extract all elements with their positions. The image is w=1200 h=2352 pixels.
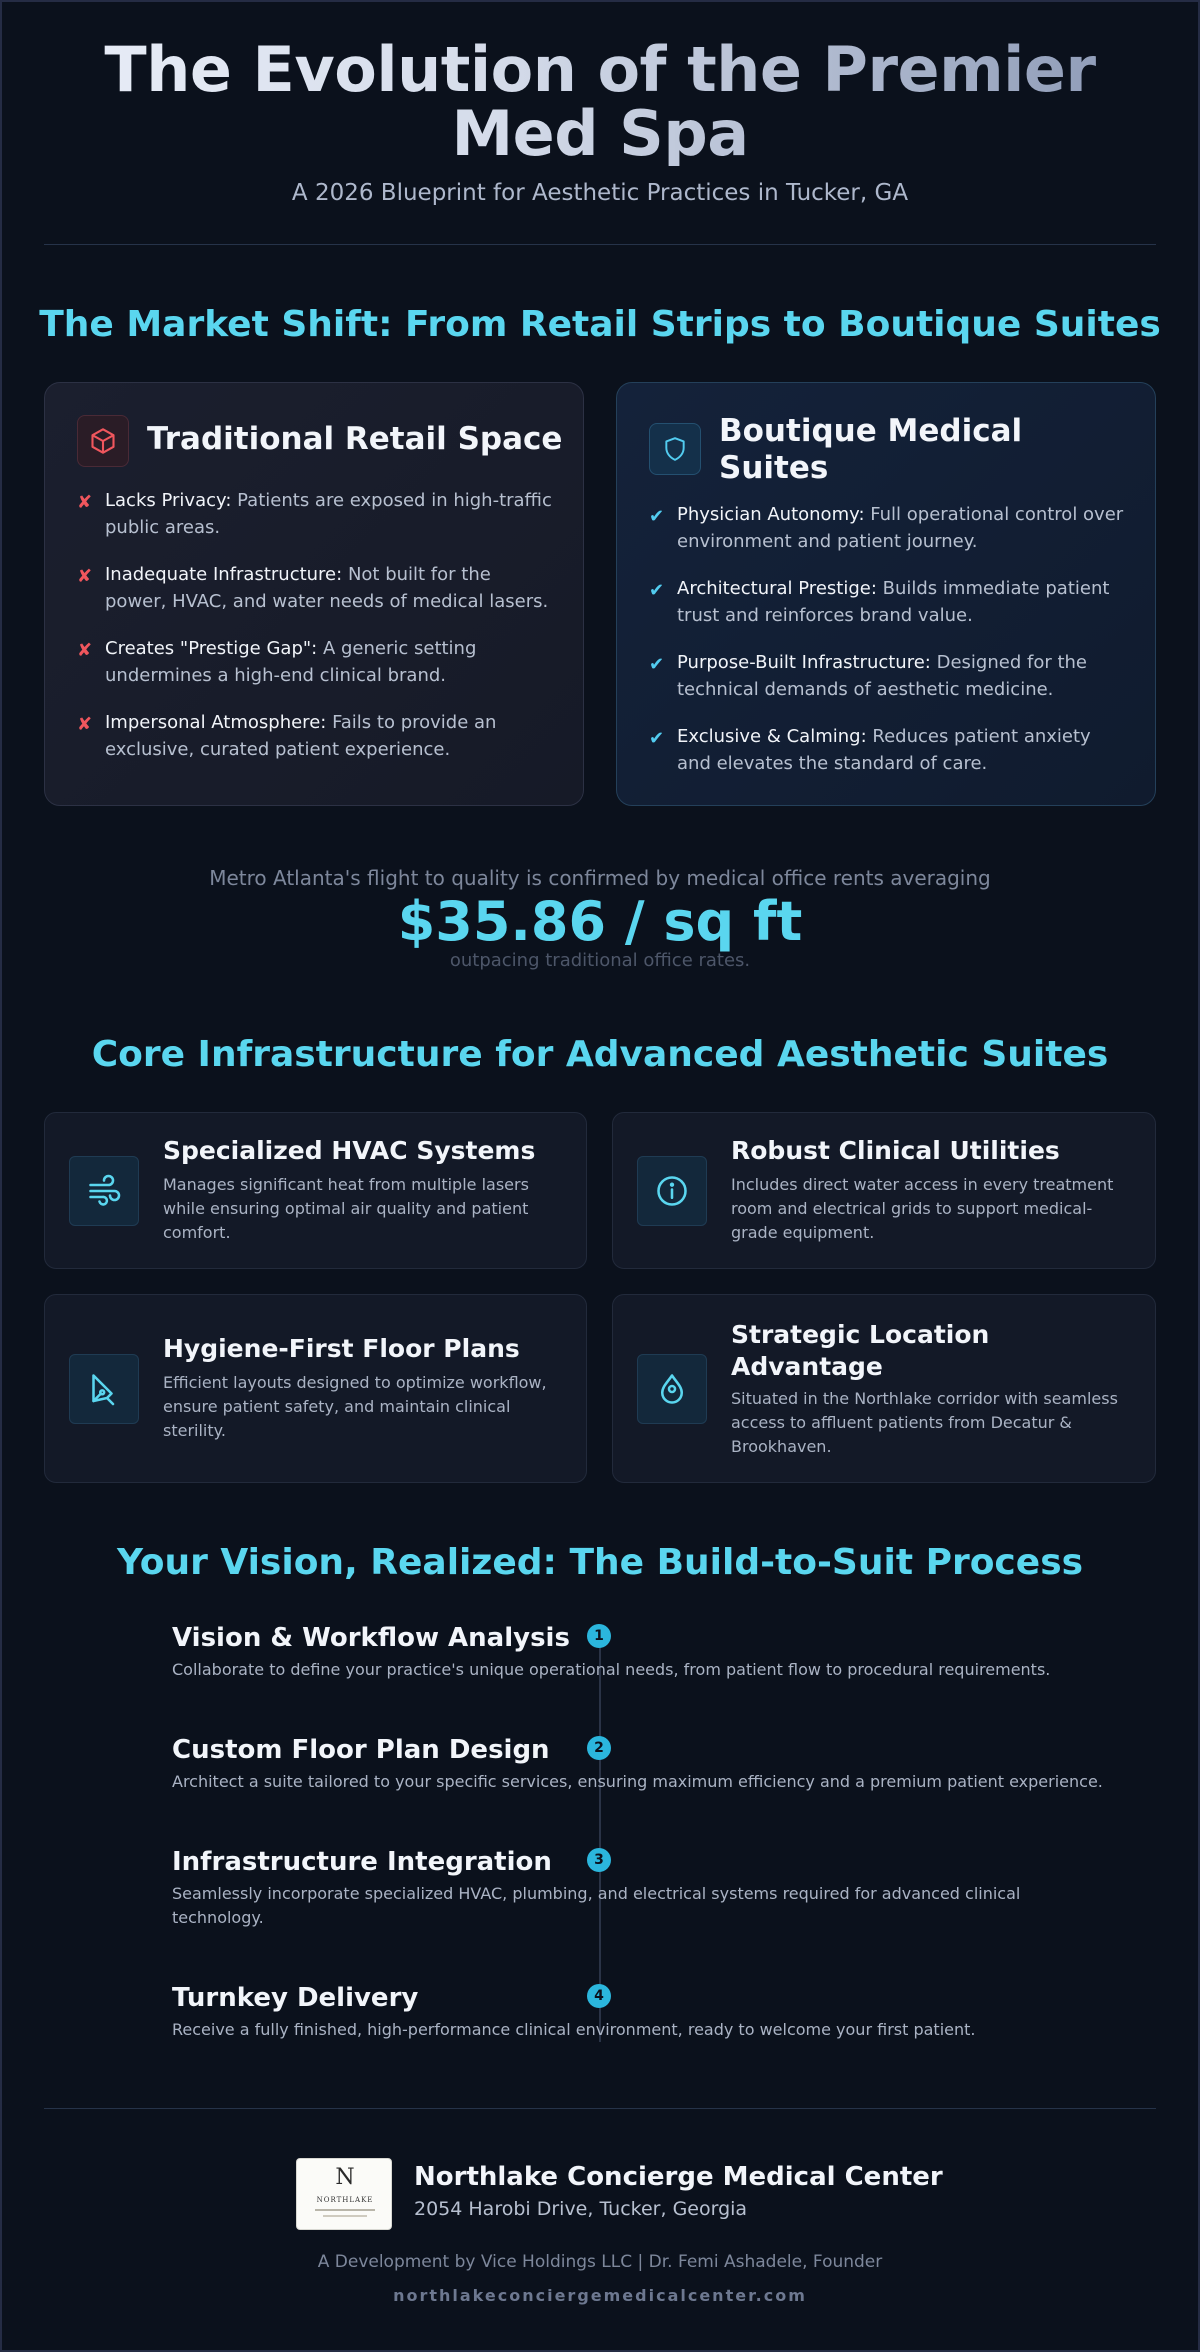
stat-caption: outpacing traditional office rates. xyxy=(449,950,751,971)
header-divider xyxy=(44,244,1156,245)
step-number-badge: 4 xyxy=(587,1984,611,2008)
step-title: Custom Floor Plan Design xyxy=(172,1735,550,1765)
cube-icon xyxy=(77,415,129,467)
step-description: Architect a suite tailored to your specific services, ensuring maximum efficiency and a premium patient experience. xyxy=(172,1772,1103,1791)
step-number-badge: 2 xyxy=(587,1736,611,1760)
traditional-bullet-list xyxy=(77,487,555,783)
northlake-logo xyxy=(296,2158,392,2230)
infrastructure-section-title: Core Infrastructure for Advanced Aesthetic Suites xyxy=(91,1034,1109,1075)
boutique-bullet-list xyxy=(649,501,1127,797)
organization-name: Northlake Concierge Medical Center xyxy=(414,2162,943,2192)
step-number-badge: 1 xyxy=(587,1624,611,1648)
logo-monogram: N xyxy=(335,2165,355,2190)
step-description: Receive a fully finished, high-performance clinical environment, ready to welcome your first patient. xyxy=(172,2020,976,2039)
organization-address: 2054 Harobi Drive, Tucker, Georgia xyxy=(414,2198,748,2220)
developer-credit: A Development by Vice Holdings LLC | Dr. Femi Ashadele, Founder xyxy=(317,2252,883,2272)
step-number-badge: 3 xyxy=(587,1848,611,1872)
feature-description: Efficient layouts designed to optimize workflow, ensure patient safety, and maintain clinical sterility. xyxy=(163,1373,547,1440)
feature-card-utilities xyxy=(612,1112,1156,1269)
feature-title: Hygiene-First Floor Plans xyxy=(163,1334,520,1363)
traditional-card-heading: Traditional Retail Space xyxy=(147,421,563,457)
page-subtitle: A 2026 Blueprint for Aesthetic Practices in Tucker, GA xyxy=(291,180,909,206)
step-description: Collaborate to define your practice's unique operational needs, from patient flow to procedural requirements. xyxy=(172,1660,1051,1679)
stat-intro: Metro Atlanta's flight to quality is confirmed by medical office rents averaging xyxy=(209,866,991,890)
pen-tool-icon xyxy=(69,1354,139,1424)
cross-icon: ✘ xyxy=(77,640,93,661)
timeline-line xyxy=(599,1636,601,2042)
boutique-card-heading: Boutique Medical Suites xyxy=(719,413,1023,486)
check-icon: ✔ xyxy=(649,580,665,601)
list-item: ✘ Inadequate Infrastructure: Not built for the power, HVAC, and water needs of medical lasers. xyxy=(77,564,549,612)
list-item: ✔ Architectural Prestige: Builds immediate patient trust and reinforces brand value. xyxy=(649,578,1110,626)
logo-tagline-line xyxy=(323,2215,367,2217)
feature-description: Manages significant heat from multiple lasers while ensuring optimal air quality and patient comfort. xyxy=(163,1175,529,1242)
check-icon: ✔ xyxy=(649,654,665,675)
feature-title: Specialized HVAC Systems xyxy=(163,1136,536,1165)
wind-icon xyxy=(69,1156,139,1226)
feature-card-hvac xyxy=(44,1112,587,1269)
feature-description: Situated in the Northlake corridor with seamless access to affluent patients from Decatur & Brookhaven. xyxy=(731,1389,1118,1456)
list-item: ✘ Lacks Privacy: Patients are exposed in high-traffic public areas. xyxy=(77,490,552,538)
logo-tagline-line xyxy=(315,2209,375,2211)
shield-icon xyxy=(649,423,701,475)
list-item: ✔ Exclusive & Calming: Reduces patient anxiety and elevates the standard of care. xyxy=(649,726,1091,774)
footer-divider xyxy=(44,2108,1156,2109)
website-link[interactable]: northlakeconciergemedicalcenter.com xyxy=(393,2286,807,2305)
logo-wordmark: NORTHLAKE xyxy=(316,2196,374,2204)
info-icon xyxy=(637,1156,707,1226)
rent-stat-value: $35.86 / sq ft xyxy=(397,890,803,953)
feature-title: Robust Clinical Utilities xyxy=(731,1136,1060,1165)
feature-description: Includes direct water access in every treatment room and electrical grids to support medical-grade equipment. xyxy=(731,1175,1114,1242)
list-item: ✔ Purpose-Built Infrastructure: Designed for the technical demands of aesthetic medicine. xyxy=(649,652,1087,700)
list-item: ✘ Impersonal Atmosphere: Fails to provide an exclusive, curated patient experience. xyxy=(77,712,497,760)
location-drop-icon xyxy=(637,1354,707,1424)
page-title: The Evolution of the Premier Med Spa xyxy=(60,38,1140,166)
check-icon: ✔ xyxy=(649,728,665,749)
step-title: Turnkey Delivery xyxy=(172,1983,419,2013)
check-icon: ✔ xyxy=(649,506,665,527)
market-section-title: The Market Shift: From Retail Strips to Boutique Suites xyxy=(39,304,1161,345)
cross-icon: ✘ xyxy=(77,566,93,587)
cross-icon: ✘ xyxy=(77,714,93,735)
step-description: Seamlessly incorporate specialized HVAC, plumbing, and electrical systems required for advanced clinical technology. xyxy=(172,1884,1021,1927)
cross-icon: ✘ xyxy=(77,492,93,513)
feature-card-floor-plans xyxy=(44,1294,587,1483)
traditional-retail-card xyxy=(44,382,584,806)
feature-card-location xyxy=(612,1294,1156,1483)
process-section-title: Your Vision, Realized: The Build-to-Suit Process xyxy=(116,1542,1084,1583)
boutique-suites-card xyxy=(616,382,1156,806)
feature-title: Strategic Location Advantage xyxy=(731,1320,990,1381)
step-title: Vision & Workflow Analysis xyxy=(172,1623,570,1653)
step-title: Infrastructure Integration xyxy=(172,1847,552,1877)
list-item: ✘ Creates "Prestige Gap": A generic setting undermines a high-end clinical brand. xyxy=(77,638,477,686)
list-item: ✔ Physician Autonomy: Full operational control over environment and patient journey. xyxy=(649,504,1124,552)
